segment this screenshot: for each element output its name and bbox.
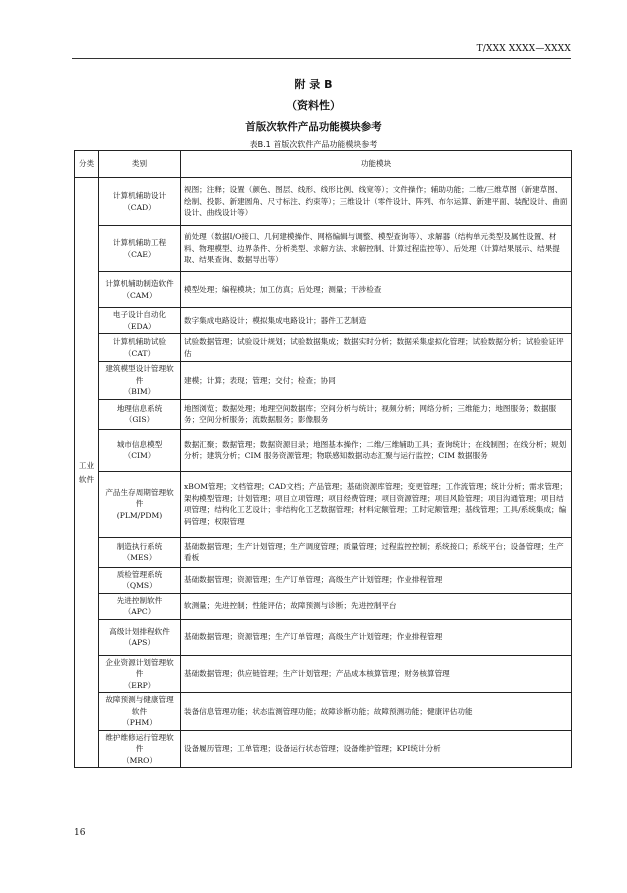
header-function: 功能模块: [181, 151, 572, 178]
page-number: 16: [74, 828, 86, 838]
category-cell: [99, 399, 181, 429]
function-cell: 视图；注释；设置（颜色、图层、线形、线形比例、线宽等）；文件操作；辅助功能；二维/三维草图（新建草图、绘制、投影、新建圆角、尺寸标注、约束等）；三维设计（零件设计、阵列、布尔运算、新建平面、装配设计、曲面设计、曲线设计等）: [181, 178, 572, 226]
category-abbr: （APS）: [124, 638, 155, 647]
category-name: 质检管理系统: [116, 569, 163, 579]
category-cell: [99, 619, 181, 655]
category-cell: [99, 537, 181, 567]
category-abbr: （CIM）: [123, 451, 156, 460]
category-name: 故障预测与健康管理软件: [105, 695, 174, 716]
category-abbr: （APC）: [123, 607, 156, 616]
category-abbr: （CAT）: [123, 348, 156, 358]
standard-code: T/XXX XXXX—XXXX: [476, 44, 571, 54]
header-rule: [72, 58, 571, 59]
function-cell: 软测量；先进控制；性能评估；故障预测与诊断；先进控制平台: [181, 593, 572, 619]
category-abbr: （PHM）: [122, 718, 157, 727]
header-category: 类别: [99, 151, 181, 178]
category-cell: [99, 471, 181, 537]
function-cell: 模型处理；编程模块；加工仿真；后处理；测量；干涉检查: [181, 272, 572, 308]
category-abbr: (PLM/PDM): [116, 510, 163, 520]
category-name: 建筑模型设计管理软件: [105, 364, 174, 385]
function-cell: 基础数据管理；供应链管理；生产计划管理；产品成本核算管理；财务核算管理: [181, 655, 572, 693]
category-cell: [99, 429, 181, 471]
category-cell: [99, 593, 181, 619]
category-abbr: （EDA）: [123, 321, 156, 331]
table-row: [75, 362, 572, 400]
category-cell: [99, 567, 181, 593]
table-row: [75, 655, 572, 693]
group-cell: [75, 178, 99, 768]
table-row: [75, 593, 572, 619]
table-row: [75, 693, 572, 731]
category-abbr: （MRO）: [122, 755, 157, 765]
category-abbr: （CAE）: [123, 249, 156, 259]
table-row: [75, 429, 572, 471]
category-name: 制造执行系统: [116, 541, 163, 551]
category-abbr: （MES）: [122, 553, 157, 562]
category-cell: [99, 334, 181, 362]
category-abbr: （ERP）: [123, 680, 156, 690]
table-row: [75, 334, 572, 362]
group-label: 工业软件: [78, 460, 95, 484]
category-cell: [99, 693, 181, 731]
function-cell: 基础数据管理；生产计划管理；生产调度管理；质量管理；过程监控控制；系统接口；系统平台；设备管理；生产看板: [181, 537, 572, 567]
category-name: 维护维修运行管理软件: [105, 732, 174, 753]
function-cell: 基础数据管理；资源管理；生产订单管理；高级生产计划管理；作业排程管理: [181, 619, 572, 655]
function-cell: 数据汇聚；数据管理；数据资源目录；地图基本操作；二维/三维辅助工具；查询统计；在线制图；在线分析；规划分析；建筑分析；CIM 服务资源管理；物联感知数据动态汇聚与运行监控；CIM 数据服务: [181, 429, 572, 471]
table-row: [75, 178, 572, 226]
function-module-table: [74, 150, 572, 768]
table-row: [75, 226, 572, 272]
function-cell: 基础数据管理；资源管理；生产订单管理；高级生产计划管理；作业排程管理: [181, 567, 572, 593]
table-row: [75, 399, 572, 429]
category-name: 高级计划排程软件: [109, 626, 170, 636]
table-caption: 表B.1 首版次软件产品功能模块参考: [249, 140, 378, 149]
table-row: [75, 471, 572, 537]
table-row: [75, 537, 572, 567]
category-name: 产品生存周期管理软件: [105, 487, 174, 509]
category-abbr: （CAD）: [123, 202, 156, 212]
category-cell: [99, 730, 181, 768]
table-header-row: [75, 151, 572, 178]
appendix-title: 首版次软件产品功能模块参考: [245, 121, 382, 133]
category-cell: [99, 655, 181, 693]
function-cell: 设备履历管理；工单管理；设备运行状态管理；设备维护管理；KPI统计分析: [181, 730, 572, 768]
table-row: [75, 272, 572, 308]
category-name: 电子设计自动化: [112, 310, 167, 319]
function-cell: 数字集成电路设计；模拟集成电路设计；器件工艺制造: [181, 308, 572, 334]
category-abbr: （GIS）: [124, 415, 155, 424]
table-row: [75, 619, 572, 655]
category-name: 计算机辅助工程: [112, 238, 167, 247]
category-cell: [99, 308, 181, 334]
function-cell: 试验数据管理；试验设计规划；试验数据集成；数据实时分析；数据采集虚拟化管理；试验数据分析；试验验证评估: [181, 334, 572, 362]
category-cell: [99, 178, 181, 226]
function-cell: 前处理（数据I/O接口、几何建模操作、网格编辑与调整、模型查询等）、求解器（结构单元类型及属性设置、材料、物理模型、边界条件、分析类型、求解方法、求解控制、计算过程监控等）、后处理（计算结果展示、结果提取、结果查询、数据导出等）: [181, 226, 572, 272]
category-name: 计算机辅助制造软件: [105, 279, 174, 288]
category-cell: [99, 226, 181, 272]
category-name: 计算机辅助设计: [112, 191, 167, 200]
table-row: [75, 567, 572, 593]
category-name: 城市信息模型: [116, 439, 163, 449]
function-cell: 地图浏览；数据处理；地理空间数据库；空间分析与统计；视频分析；网络分析；三维能力；地图服务；数据服务；空间分析服务；流数据服务；影像服务: [181, 399, 572, 429]
category-name: 计算机辅助试验: [112, 337, 167, 346]
category-name: 先进控制软件: [116, 595, 163, 605]
category-abbr: （CAM）: [122, 290, 157, 300]
category-abbr: （QMS）: [122, 581, 157, 590]
category-name: 地理信息系统: [116, 403, 163, 413]
table-row: [75, 730, 572, 768]
category-name: 企业资源计划管理软件: [105, 657, 174, 678]
category-cell: [99, 272, 181, 308]
function-cell: xBOM管理；文档管理；CAD文档；产品管理；基础资源库管理；变更管理；工作流管理；统计分析；需求管理；架构模型管理；计划管理；项目立项管理；项目经费管理；项目资源管理；项目风险管理；项目沟通管理；项目结项管理；结构化工艺设计；非结构化工艺数据管理；材料定额管理；工时定额管理；基线管理；工具/系统集成；编码管理；权限管理: [181, 471, 572, 537]
appendix-label: 附 录 B: [294, 78, 333, 91]
header-class: 分类: [75, 151, 99, 178]
appendix-nature: （资料性）: [286, 99, 341, 112]
function-cell: 装备信息管理功能；状态监测管理功能；故障诊断功能；故障预测功能；健康评估功能: [181, 693, 572, 731]
function-cell: 建模；计算；表现；管理；交付；检查；协同: [181, 362, 572, 400]
category-abbr: （BIM）: [123, 387, 156, 396]
table-row: [75, 308, 572, 334]
category-cell: [99, 362, 181, 400]
